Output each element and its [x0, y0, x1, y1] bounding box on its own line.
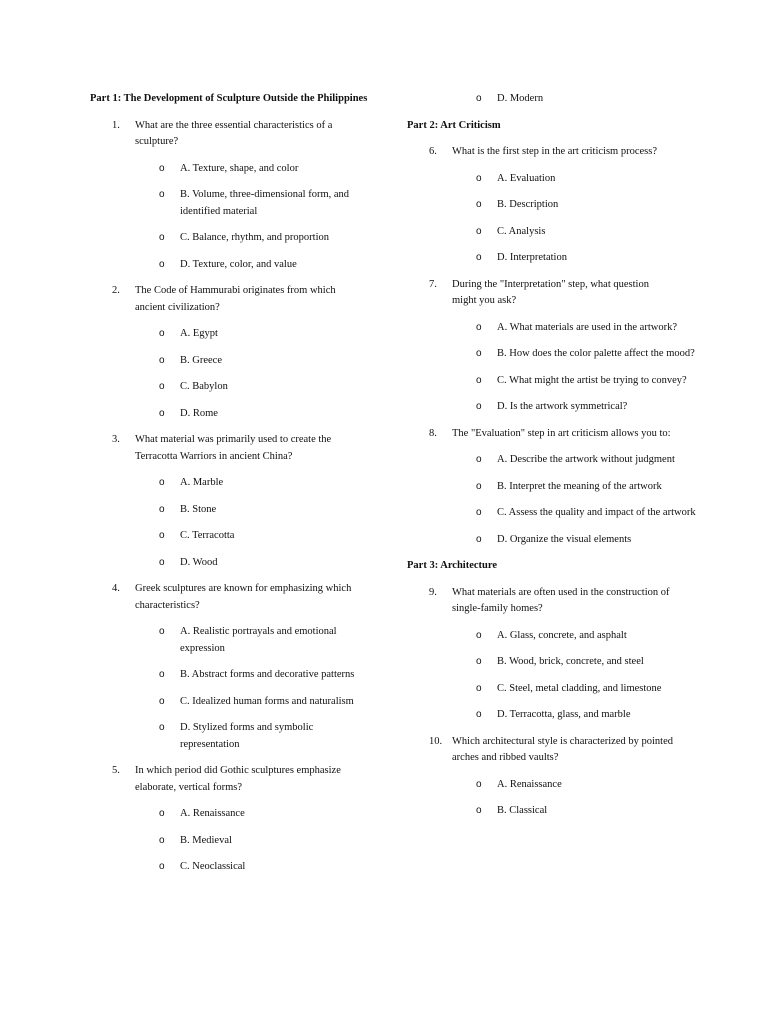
- question-number: 5.: [112, 765, 120, 776]
- bullet-icon: o: [476, 480, 482, 492]
- left-column: [90, 91, 380, 886]
- option-text: D. Stylized forms and symbolic representation: [180, 722, 314, 750]
- option-text: B. Classical: [497, 805, 548, 816]
- option-item: [407, 224, 707, 241]
- option-item: [407, 346, 707, 363]
- option-item: [90, 502, 380, 519]
- option-text: B. Stone: [180, 503, 217, 515]
- question-6-options: [407, 171, 707, 267]
- option-item: [90, 806, 380, 823]
- part3-title: Part 3: Architecture: [407, 560, 497, 571]
- option-text: C. Babylon: [180, 381, 228, 392]
- option-item: [90, 720, 380, 753]
- question-text: Which architectural style is characterized by pointed arches and ribbed vaults?: [452, 735, 673, 763]
- option-text: A. Evaluation: [497, 172, 556, 184]
- option-text: A. Describe the artwork without judgment: [497, 454, 675, 465]
- part1-title: Part 1: The Development of Sculpture Outside the Philippines: [90, 93, 368, 104]
- option-text: A. Renaissance: [497, 778, 562, 790]
- question-1: [90, 118, 380, 151]
- option-item: [90, 833, 380, 850]
- option-item: [407, 250, 707, 267]
- question-text: During the "Interpretation" step, what question might you ask?: [452, 278, 649, 306]
- bullet-icon: o: [476, 199, 482, 210]
- option-item: [407, 91, 707, 108]
- question-4: [90, 581, 380, 614]
- option-item: [90, 475, 380, 492]
- option-item: [90, 667, 380, 684]
- question-5-options: [90, 806, 380, 876]
- option-text: D. Texture, color, and value: [180, 258, 297, 270]
- option-item: [407, 681, 707, 698]
- option-text: B. Abstract forms and decorative patterns: [180, 669, 355, 680]
- bullet-icon: o: [159, 861, 165, 872]
- bullet-icon: o: [476, 709, 482, 720]
- option-text: D. Wood: [180, 556, 218, 568]
- bullet-icon: o: [476, 507, 482, 518]
- option-item: [90, 257, 380, 274]
- bullet-icon: o: [159, 626, 165, 637]
- question-number: 8.: [429, 427, 437, 439]
- option-item: [90, 353, 380, 370]
- question-2: [90, 283, 380, 316]
- bullet-icon: o: [476, 225, 482, 237]
- right-column: [407, 91, 707, 830]
- bullet-icon: o: [159, 556, 165, 568]
- bullet-icon: o: [159, 477, 165, 488]
- carryover-options: [407, 91, 707, 108]
- bullet-icon: o: [159, 722, 165, 733]
- question-text: In which period did Gothic sculptures emphasize elaborate, vertical forms?: [135, 765, 341, 793]
- bullet-icon: o: [159, 407, 165, 419]
- option-item: [90, 230, 380, 247]
- option-text: B. How does the color palette affect the mood?: [497, 348, 695, 359]
- question-number: 1.: [112, 119, 120, 131]
- option-text: C. Idealized human forms and naturalism: [180, 695, 354, 707]
- bullet-icon: o: [159, 189, 165, 200]
- question-text: The Code of Hammurabi originates from which ancient civilization?: [135, 285, 336, 313]
- option-item: [90, 528, 380, 545]
- option-item: [90, 326, 380, 343]
- option-item: [90, 624, 380, 657]
- option-text: D. Interpretation: [497, 252, 567, 263]
- bullet-icon: o: [159, 530, 165, 541]
- part2-title: Part 2: Art Criticism: [407, 119, 501, 131]
- option-item: [407, 320, 707, 337]
- question-5: [90, 763, 380, 796]
- option-text: B. Description: [497, 199, 559, 210]
- bullet-icon: o: [476, 454, 482, 465]
- option-text: C. Assess the quality and impact of the artwork: [497, 507, 696, 518]
- question-text: What is the first step in the art criticism process?: [452, 146, 657, 157]
- option-item: [407, 197, 707, 214]
- option-item: [90, 161, 380, 178]
- bullet-icon: o: [476, 252, 482, 263]
- option-text: C. Balance, rhythm, and proportion: [180, 232, 330, 243]
- bullet-icon: o: [476, 401, 482, 412]
- question-10-options: [407, 777, 707, 820]
- option-item: [407, 707, 707, 724]
- question-number: 2.: [112, 285, 120, 296]
- question-number: 4.: [112, 583, 120, 594]
- question-8-options: [407, 452, 707, 548]
- option-text: A. Egypt: [180, 328, 218, 339]
- option-text: C. Steel, metal cladding, and limestone: [497, 682, 662, 694]
- option-item: [90, 555, 380, 572]
- option-text: C. Neoclassical: [180, 861, 246, 872]
- question-6: [407, 144, 707, 161]
- option-item: [407, 171, 707, 188]
- question-text: What are the three essential characteristics of a sculpture?: [135, 119, 333, 147]
- option-text: B. Wood, brick, concrete, and steel: [497, 656, 644, 667]
- question-number: 7.: [429, 278, 437, 290]
- bullet-icon: o: [159, 503, 165, 515]
- bullet-icon: o: [476, 533, 482, 545]
- option-text: A. What materials are used in the artwork?: [497, 321, 677, 333]
- bullet-icon: o: [476, 656, 482, 667]
- question-text: The "Evaluation" step in art criticism allows you to:: [452, 427, 671, 439]
- option-item: [90, 187, 380, 220]
- question-4-options: [90, 624, 380, 753]
- option-item: [407, 654, 707, 671]
- question-number: 9.: [429, 586, 437, 598]
- option-item: [407, 505, 707, 522]
- question-2-options: [90, 326, 380, 422]
- question-9: [407, 585, 707, 618]
- question-10: [407, 734, 707, 767]
- question-1-options: [90, 161, 380, 274]
- option-text: D. Terracotta, glass, and marble: [497, 709, 631, 720]
- option-item: [90, 406, 380, 423]
- option-item: [90, 379, 380, 396]
- option-text: A. Realistic portrayals and emotional expression: [180, 626, 337, 654]
- question-number: 3.: [112, 434, 120, 445]
- option-item: [407, 399, 707, 416]
- option-text: A. Glass, concrete, and asphalt: [497, 629, 627, 641]
- question-3: [90, 432, 380, 465]
- bullet-icon: o: [476, 321, 482, 333]
- option-item: [407, 803, 707, 820]
- bullet-icon: o: [159, 162, 165, 174]
- bullet-icon: o: [476, 374, 482, 386]
- option-item: [407, 777, 707, 794]
- option-text: D. Organize the visual elements: [497, 533, 632, 545]
- question-text: Greek sculptures are known for emphasizing which characteristics?: [135, 583, 352, 611]
- bullet-icon: o: [159, 381, 165, 392]
- bullet-icon: o: [159, 695, 165, 707]
- option-text: B. Interpret the meaning of the artwork: [497, 480, 662, 492]
- bullet-icon: o: [159, 669, 165, 680]
- option-text: D. Is the artwork symmetrical?: [497, 401, 628, 412]
- question-9-options: [407, 628, 707, 724]
- bullet-icon: o: [159, 808, 165, 819]
- option-text: B. Volume, three-dimensional form, and identified material: [180, 189, 350, 217]
- option-text: B. Greece: [180, 354, 222, 366]
- option-item: [407, 452, 707, 469]
- option-text: B. Medieval: [180, 834, 232, 846]
- option-text: D. Rome: [180, 407, 218, 419]
- bullet-icon: o: [476, 682, 482, 694]
- bullet-icon: o: [476, 93, 482, 104]
- question-8: [407, 426, 707, 443]
- bullet-icon: o: [159, 328, 165, 339]
- question-text: What materials are often used in the construction of single-family homes?: [452, 586, 670, 614]
- option-text: A. Texture, shape, and color: [180, 162, 299, 174]
- question-number: 10.: [429, 735, 443, 747]
- option-item: [90, 859, 380, 876]
- option-item: [407, 628, 707, 645]
- bullet-icon: o: [476, 172, 482, 184]
- option-item: [407, 373, 707, 390]
- option-text: D. Modern: [497, 93, 544, 104]
- question-7-options: [407, 320, 707, 416]
- bullet-icon: o: [476, 348, 482, 359]
- option-item: [407, 479, 707, 496]
- option-text: C. What might the artist be trying to convey?: [497, 374, 687, 386]
- question-7: [407, 277, 707, 310]
- bullet-icon: o: [159, 834, 165, 846]
- option-text: C. Analysis: [497, 225, 546, 237]
- option-text: A. Renaissance: [180, 808, 245, 819]
- question-3-options: [90, 475, 380, 571]
- bullet-icon: o: [476, 629, 482, 641]
- option-item: [90, 694, 380, 711]
- option-text: A. Marble: [180, 477, 224, 488]
- bullet-icon: o: [476, 778, 482, 790]
- option-item: [407, 532, 707, 549]
- bullet-icon: o: [159, 232, 165, 243]
- option-text: C. Terracotta: [180, 530, 235, 541]
- question-text: What material was primarily used to create the Terracotta Warriors in ancient China?: [135, 434, 332, 462]
- question-number: 6.: [429, 146, 437, 157]
- bullet-icon: o: [159, 258, 165, 270]
- bullet-icon: o: [476, 805, 482, 816]
- bullet-icon: o: [159, 354, 165, 366]
